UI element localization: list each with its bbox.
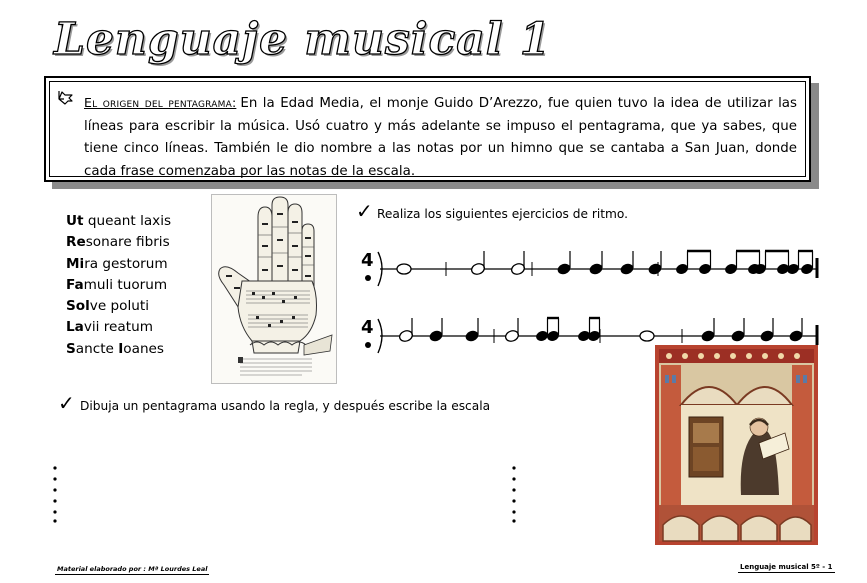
hymn-line: [66, 296, 171, 317]
hymn-text: sonare fibris: [85, 234, 170, 251]
hymn-text: queant laxis: [83, 213, 172, 229]
hand-pointer-icon: [56, 88, 76, 108]
hymn-text: ve poluti: [89, 298, 149, 315]
intro-heading: El origen del pentagrama:: [84, 95, 237, 110]
hymn-syllable: S: [66, 340, 76, 357]
intro-box: [44, 76, 811, 182]
hymn-line: [66, 254, 171, 275]
hymn-text: ra gestorum: [84, 255, 168, 272]
clef-dot: [365, 342, 371, 348]
hymn-syllable: Re: [66, 234, 86, 251]
hymn-syllable: Ut: [66, 213, 84, 229]
time-signature: 4: [361, 317, 374, 338]
hymn-text: ancte: [75, 340, 119, 357]
rhythm-instruction: Realiza los siguientes ejercicios de ritmo.: [377, 207, 629, 221]
hymn-line: [66, 317, 171, 338]
hymn-syllable: La: [66, 319, 84, 336]
hymn-syllable: Fa: [66, 276, 84, 293]
scale-instruction: Dibuja un pentagrama usando la regla, y después escribe la escala: [80, 399, 491, 413]
dotted-guide-left: [52, 465, 58, 525]
hymn-line: [66, 232, 171, 253]
hymn-list: [66, 211, 171, 360]
dotted-guide-right: [511, 465, 517, 525]
whole-note: [640, 331, 654, 341]
hymn-text: vii reatum: [83, 319, 153, 336]
intro-paragraph: [84, 92, 797, 183]
footer-page-label: Lenguaje musical 5º - 1: [740, 563, 833, 571]
hymn-syllable: Mi: [66, 255, 85, 272]
clef-dot: [365, 275, 371, 281]
intro-inner-border: [49, 81, 806, 177]
hymn-line: [66, 211, 171, 232]
intro-body: En la Edad Media, el monje Guido D’Arezzo, fue quien tuvo la idea de utilizar las líneas para escribir la música. Usó cuatro y más adelante se impuso el pentagrama, que ya sabes, que tiene cinco líneas. También le dio nombre a las notas por un himno que se cantaba a San Juan, donde cada frase comenzaba por las notas de la escala.: [84, 96, 797, 179]
hymn-line: [66, 339, 171, 360]
hymn-line: [66, 275, 171, 296]
hymn-text: muli tuorum: [83, 276, 168, 293]
guidonian-hand-image: [211, 194, 337, 384]
page-title: Lenguaje musical 1: [54, 14, 552, 65]
footer-credit: Material elaborado por : Mª Lourdes Leal: [57, 565, 208, 573]
monk-miniature-image: [655, 345, 818, 545]
hymn-syllable: Sol: [66, 298, 90, 315]
whole-note: [397, 264, 411, 274]
time-signature: 4: [361, 250, 374, 271]
hymn-syllable: I: [118, 340, 124, 357]
rhythm-staff-1: [356, 244, 822, 292]
check-icon: ✓: [58, 391, 75, 415]
hymn-text: oanes: [123, 340, 165, 357]
check-icon: ✓: [356, 199, 373, 223]
